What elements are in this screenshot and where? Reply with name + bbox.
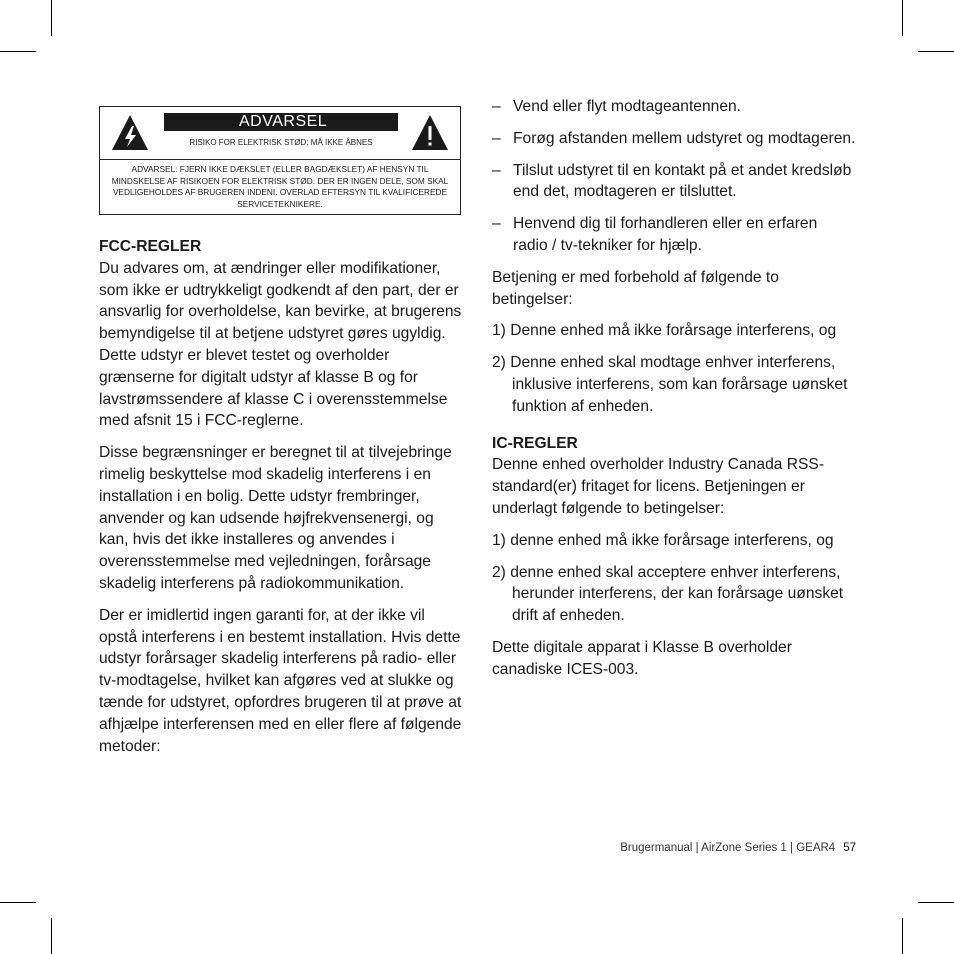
ices-paragraph: Dette digitale apparat i Klasse B overholder canadiske ICES-003. xyxy=(492,638,792,678)
exclamation-warning-icon xyxy=(410,113,450,153)
list-item xyxy=(492,213,856,257)
dash-mark: – xyxy=(492,161,501,179)
list-item xyxy=(492,128,856,150)
footer-text: Brugermanual | AirZone Series 1 | GEAR4 xyxy=(620,842,836,854)
page-number: 57 xyxy=(843,842,856,854)
crop-mark xyxy=(0,902,36,903)
list-item xyxy=(492,160,856,204)
fcc-paragraph-1: Du advares om, at ændringer eller modifikationer, som ikke er udtrykkeligt godkendt af den part, der er ansvarlig for overholdelse, kan bevirke, at brugerens bemyndigelse til at betjene udstyret gøres ugyldig. Dette udstyr er blevet testet og overholder grænserne for digitalt udstyr af klasse B og for lavstrømssendere af klasse C i overensstemmelse med afsnit 15 i FCC-reglerne. xyxy=(99,259,462,430)
crop-mark xyxy=(0,51,36,52)
list-item xyxy=(492,96,856,118)
crop-mark xyxy=(902,0,903,36)
crop-mark xyxy=(902,918,903,954)
ic-paragraph: Denne enhed overholder Industry Canada RSS-standard(er) fritaget for licens. Betjeningen er underlagt følgende to betingelser: xyxy=(492,456,825,517)
measure-text: Forøg afstanden mellem udstyret og modtageren. xyxy=(513,129,856,147)
fcc-paragraph-2: Disse begrænsninger er beregnet til at tilvejebringe rimelig beskyttelse mod skadelig interferens i en installation i en bolig. Dette udstyr frembringer, anvender og kan udsende højfrekvensenergi, og kan, hvis det ikke installeres og anvendes i overensstemmelse med vejledningen, forårsage skadelig interferens på radiokommunikation. xyxy=(99,444,452,592)
measure-text: Tilslut udstyret til en kontakt på et andet kredsløb end det, modtageren er tilsluttet. xyxy=(513,161,852,201)
warning-subtitle: RISIKO FOR ELEKTRISK STØD; MÅ IKKE ÅBNES xyxy=(189,138,373,147)
warning-body: ADVARSEL: FJERN IKKE DÆKSLET (ELLER BAGDÆKSLET) AF HENSYN TIL MINDSKELSE AF RISIKOEN FOR ELEKTRISK STØD. DER ER INGEN DELE, SOM SKAL VEDLIGEHOLDES AF BRUGEREN INDENI. OVERLAD EFTERSYN TIL KVALIFICEREDE SERVICETEKNIKERE. xyxy=(111,164,449,209)
ic-heading: IC-REGLER xyxy=(492,434,578,452)
dash-mark: – xyxy=(492,215,501,233)
crop-mark xyxy=(51,918,52,954)
ic-condition-1: 1) denne enhed må ikke forårsage interferens, og xyxy=(492,531,834,549)
crop-mark xyxy=(918,902,954,903)
page-footer xyxy=(540,842,856,854)
fcc-paragraph-3: Der er imidlertid ingen garanti for, at der ikke vil opstå interferens i en bestemt installation. Hvis dette udstyr forårsager skadelig interferens på radio- eller tv-modtagelse, hvilket kan afgøres ved at slukke og tænde for udstyret, opfordres brugeren til at prøve at afhjælpe interferensen med en eller flere af følgende metoder: xyxy=(99,606,462,755)
crop-mark xyxy=(51,0,52,36)
measure-text: Vend eller flyt modtageantennen. xyxy=(513,98,742,115)
measure-text: Henvend dig til forhandleren eller en erfaren radio / tv-tekniker for hjælp. xyxy=(513,215,818,254)
lightning-warning-icon xyxy=(110,113,150,153)
right-column xyxy=(492,96,856,681)
warning-header xyxy=(100,107,460,160)
warning-box xyxy=(99,106,461,215)
warning-title: ADVARSEL xyxy=(164,113,398,131)
ic-condition-2: 2) denne enhed skal acceptere enhver interferens, herunder interferens, der kan forårsage uønsket drift af enheden. xyxy=(492,563,844,625)
dash-mark: – xyxy=(492,129,501,147)
fcc-condition-1: 1) Denne enhed må ikke forårsage interferens, og xyxy=(492,322,837,340)
fcc-condition-2: 2) Denne enhed skal modtage enhver interferens, inklusive interferens, som kan forårsage uønsket funktion af enheden. xyxy=(492,354,848,415)
conditions-intro: Betjening er med forbehold af følgende to betingelser: xyxy=(492,268,779,308)
crop-mark xyxy=(918,51,954,52)
dash-mark: – xyxy=(492,98,501,115)
fcc-heading: FCC-REGLER xyxy=(99,238,202,255)
left-column xyxy=(99,236,467,757)
